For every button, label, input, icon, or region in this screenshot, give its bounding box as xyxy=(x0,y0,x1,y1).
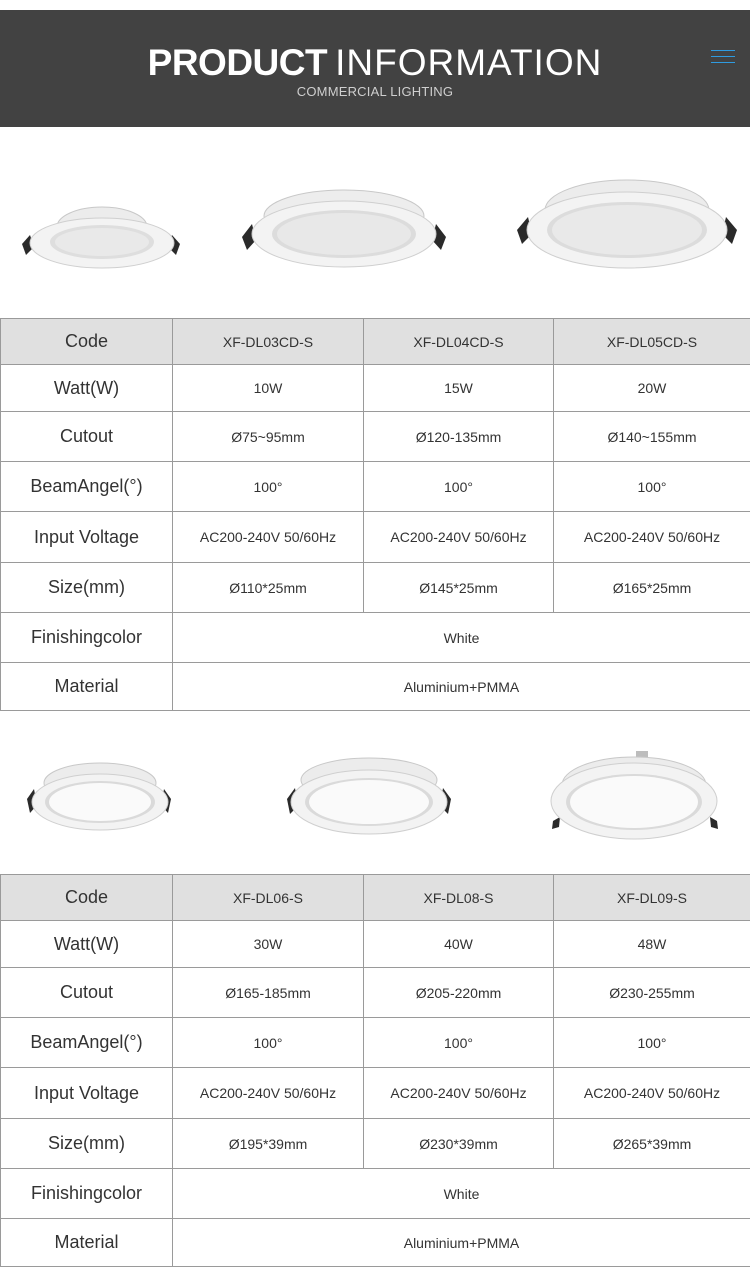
downlight-image-medium xyxy=(240,180,450,275)
product-images-1 xyxy=(0,127,750,696)
downlight-image-dl09 xyxy=(550,749,720,844)
table-cell: XF-DL05CD-S xyxy=(554,319,750,365)
table-cell: 100° xyxy=(173,1018,364,1068)
row-label: Watt(W) xyxy=(1,365,173,412)
row-label: Material xyxy=(1,1219,173,1267)
top-gap xyxy=(0,0,750,10)
table-cell: Ø265*39mm xyxy=(554,1119,750,1169)
table-cell: Ø140~155mm xyxy=(554,412,750,462)
table-row-beam-angle xyxy=(1,1018,750,1068)
table-cell: 30W xyxy=(173,921,364,968)
table-cell: Ø75~95mm xyxy=(173,412,364,462)
row-label: Material xyxy=(1,663,173,711)
hamburger-menu-icon[interactable] xyxy=(711,50,735,68)
spec-table-2 xyxy=(0,874,750,1267)
table-cell: 100° xyxy=(173,462,364,512)
row-label: Size(mm) xyxy=(1,563,173,613)
table-cell: XF-DL06-S xyxy=(173,875,364,921)
row-label: Finishingcolor xyxy=(1,613,173,663)
header-banner xyxy=(0,10,750,127)
table-cell: 100° xyxy=(364,462,554,512)
table-row-cutout xyxy=(1,412,750,462)
row-label: Code xyxy=(1,319,173,365)
table-row-input-voltage xyxy=(1,512,750,563)
table-row-code xyxy=(1,319,750,365)
table-cell: XF-DL04CD-S xyxy=(364,319,554,365)
table-row-beam-angle xyxy=(1,462,750,512)
table-cell: Ø110*25mm xyxy=(173,563,364,613)
row-label: Input Voltage xyxy=(1,1068,173,1119)
page-title xyxy=(0,42,750,84)
row-label: Watt(W) xyxy=(1,921,173,968)
downlight-image-dl06 xyxy=(25,757,175,835)
table-cell: Ø205-220mm xyxy=(364,968,554,1018)
downlight-image-dl08 xyxy=(285,752,455,838)
table-cell-merged: Aluminium+PMMA xyxy=(173,663,750,711)
downlight-image-large xyxy=(515,172,740,277)
table-cell: 48W xyxy=(554,921,750,968)
table-cell: XF-DL08-S xyxy=(364,875,554,921)
table-cell: AC200-240V 50/60Hz xyxy=(364,512,554,563)
table-cell: AC200-240V 50/60Hz xyxy=(364,1068,554,1119)
table-cell: AC200-240V 50/60Hz xyxy=(554,1068,750,1119)
row-label: Cutout xyxy=(1,968,173,1018)
table-row-code xyxy=(1,875,750,921)
table-cell: 100° xyxy=(364,1018,554,1068)
table-cell: Ø230*39mm xyxy=(364,1119,554,1169)
table-row-watt xyxy=(1,365,750,412)
row-label: Cutout xyxy=(1,412,173,462)
row-label: Code xyxy=(1,875,173,921)
table-cell: Ø195*39mm xyxy=(173,1119,364,1169)
table-cell: 100° xyxy=(554,1018,750,1068)
table-cell: XF-DL09-S xyxy=(554,875,750,921)
row-label: Finishingcolor xyxy=(1,1169,173,1219)
table-cell-merged: Aluminium+PMMA xyxy=(173,1219,750,1267)
table-cell: Ø230-255mm xyxy=(554,968,750,1018)
downlight-image-small xyxy=(20,197,185,277)
table-row-watt xyxy=(1,921,750,968)
table-cell: AC200-240V 50/60Hz xyxy=(554,512,750,563)
row-label: BeamAngel(°) xyxy=(1,1018,173,1068)
table-cell: AC200-240V 50/60Hz xyxy=(173,512,364,563)
product-images-2 xyxy=(0,709,750,1287)
table-cell: Ø165*25mm xyxy=(554,563,750,613)
title-light: INFORMATION xyxy=(335,42,603,83)
table-cell: Ø145*25mm xyxy=(364,563,554,613)
table-cell: Ø165-185mm xyxy=(173,968,364,1018)
table-cell: AC200-240V 50/60Hz xyxy=(173,1068,364,1119)
table-row-finishing-color xyxy=(1,613,750,663)
table-row-cutout xyxy=(1,968,750,1018)
table-cell: 10W xyxy=(173,365,364,412)
table-cell: 100° xyxy=(554,462,750,512)
table-cell: XF-DL03CD-S xyxy=(173,319,364,365)
table-row-input-voltage xyxy=(1,1068,750,1119)
table-row-material xyxy=(1,663,750,711)
title-bold: PRODUCT xyxy=(147,42,328,83)
page-subtitle: COMMERCIAL LIGHTING xyxy=(296,84,454,99)
row-label: Size(mm) xyxy=(1,1119,173,1169)
table-cell-merged: White xyxy=(173,1169,750,1219)
table-cell: Ø120-135mm xyxy=(364,412,554,462)
spec-table-1 xyxy=(0,318,750,711)
table-cell: 15W xyxy=(364,365,554,412)
table-row-finishing-color xyxy=(1,1169,750,1219)
row-label: Input Voltage xyxy=(1,512,173,563)
table-row-size xyxy=(1,563,750,613)
table-row-size xyxy=(1,1119,750,1169)
table-cell: 40W xyxy=(364,921,554,968)
table-row-material xyxy=(1,1219,750,1267)
table-cell-merged: White xyxy=(173,613,750,663)
row-label: BeamAngel(°) xyxy=(1,462,173,512)
table-cell: 20W xyxy=(554,365,750,412)
